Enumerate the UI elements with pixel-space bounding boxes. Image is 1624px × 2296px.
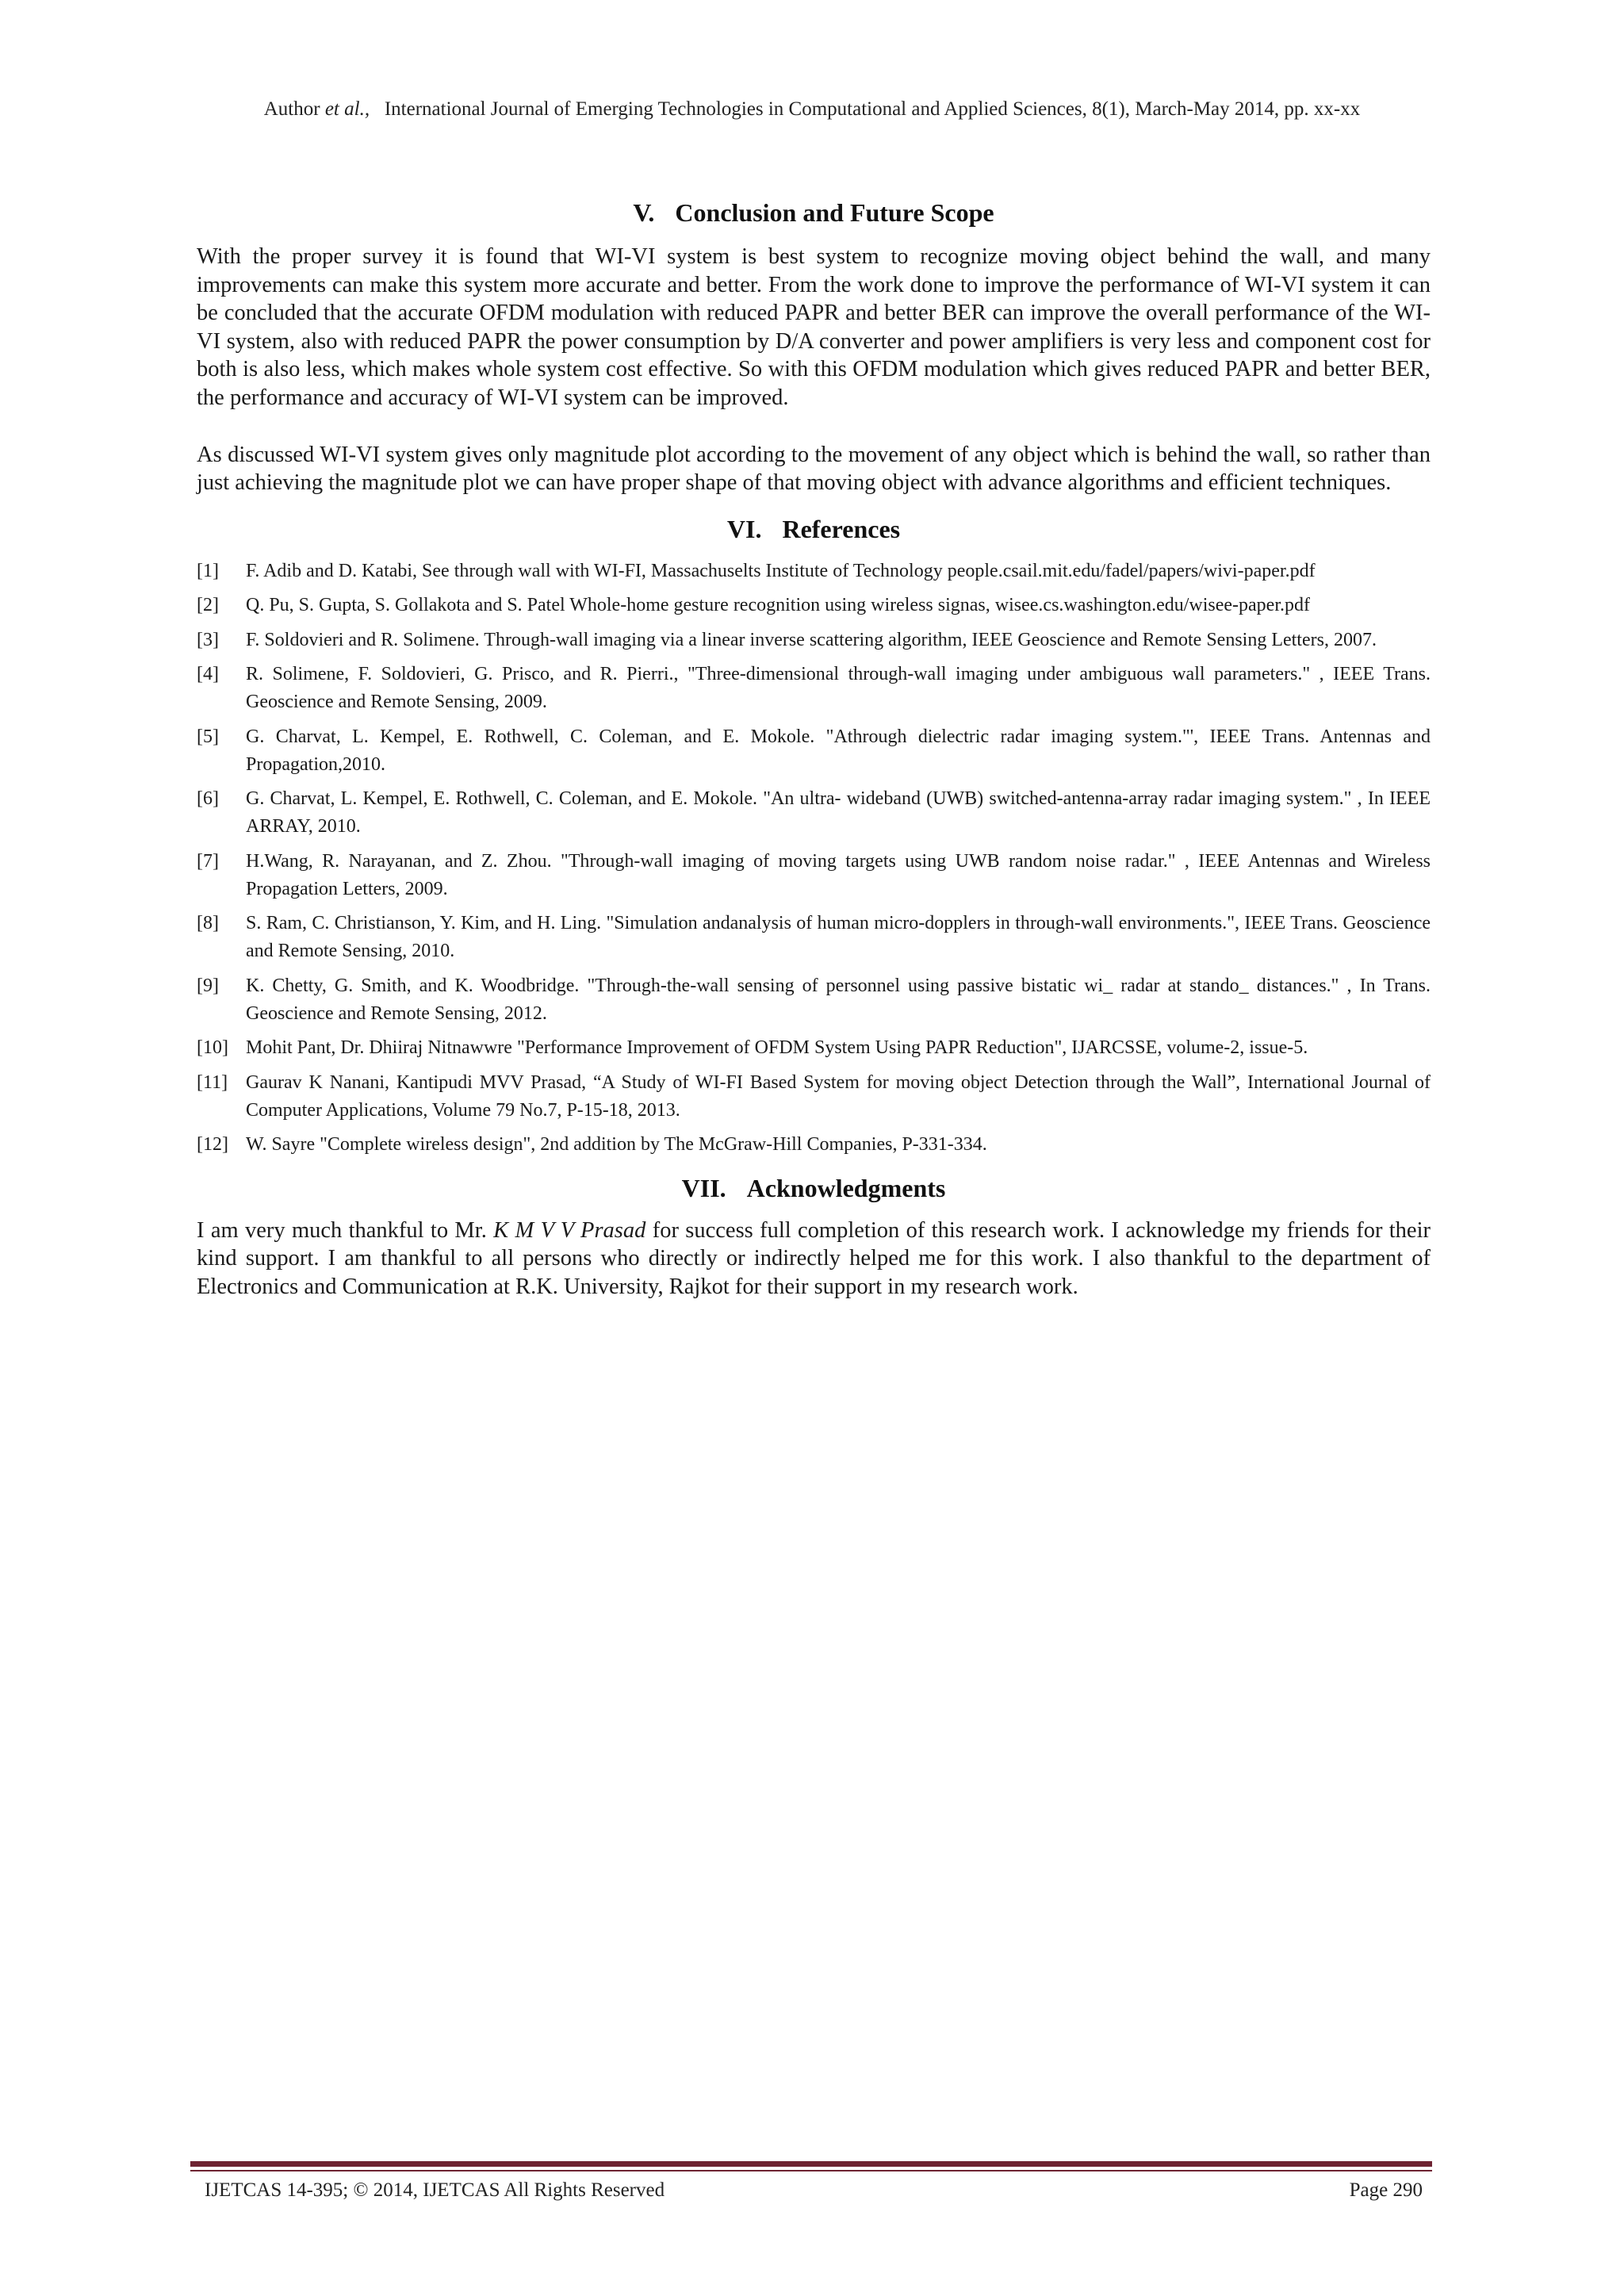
conclusion-title: Conclusion and Future Scope <box>675 198 994 227</box>
header-etal: et al., <box>324 98 370 120</box>
acknowledgments-heading <box>197 1171 1431 1205</box>
reference-number: [8] <box>197 913 219 934</box>
reference-number: [10] <box>197 1037 228 1059</box>
reference-text: Mohit Pant, Dr. Dhiiraj Nitnawwre "Performance Improvement of OFDM System Using PAPR Reduction", IJARCSSE, volume-2, issue-5. <box>246 1037 1308 1059</box>
reference-text: Q. Pu, S. Gupta, S. Gollakota and S. Patel Whole-home gesture recognition using wireless signas, wisee.cs.washington.edu/wisee-paper.pdf <box>246 595 1310 616</box>
page-number: Page 290 <box>1349 2179 1423 2201</box>
reference-item <box>197 910 1431 965</box>
conclusion-number: V. <box>633 198 655 227</box>
reference-text: H.Wang, R. Narayanan, and Z. Zhou. "Through-wall imaging of moving targets using UWB random noise radar." , IEEE Antennas and Wireless Propagation Letters, 2009. <box>246 850 1431 899</box>
references-title: References <box>782 514 901 543</box>
reference-number: [6] <box>197 788 219 810</box>
reference-number: [3] <box>197 629 219 650</box>
conclusion-paragraph-2: As discussed WI-VI system gives only magnitude plot according to the movement of any object which is behind the wall, so rather than just achieving the magnitude plot we can have proper shape of that moving object with advance algorithms and efficient techniques. <box>197 442 1431 496</box>
reference-text: F. Soldovieri and R. Solimene. Through-wall imaging via a linear inverse scattering algorithm, IEEE Geoscience and Remote Sensing Letters, 2007. <box>246 629 1377 650</box>
reference-number: [12] <box>197 1134 228 1156</box>
header-author: Author <box>263 98 320 120</box>
acknowledgments-paragraph <box>197 1217 1431 1301</box>
acknowledgments-text-after: for success full completion of this research work. I acknowledge my friends for their kind support. I am thankful to all persons who directly or indirectly helped me for this work. I also thankful to the department of Electronics and Communication at R.K. University, Rajkot for their support in my research work. <box>197 1217 1431 1299</box>
reference-item <box>197 661 1431 716</box>
page-content <box>197 195 1431 1301</box>
reference-text: K. Chetty, G. Smith, and K. Woodbridge. "Through-the-wall sensing of personnel using passive bistatic wi_ radar at stando_ distances." , In Trans. Geoscience and Remote Sensing, 2012. <box>246 975 1431 1024</box>
reference-text: G. Charvat, L. Kempel, E. Rothwell, C. Coleman, and E. Mokole. "An ultra- wideband (UWB) switched-antenna-array radar imaging system." , In IEEE ARRAY, 2010. <box>246 788 1431 838</box>
conclusion-paragraph-1: With the proper survey it is found that WI-VI system is best system to recognize moving object behind the wall, and many improvements can make this system more accurate and better. From the work done to improve the performance of WI-VI system it can be concluded that the accurate OFDM modulation with reduced PAPR and better BER can improve the overall performance of the WI-VI system, also with reduced PAPR the power consumption by D/A converter and power amplifiers is very less and component cost for both is also less, which makes whole system cost effective. So with this OFDM modulation which gives reduced PAPR and better BER, the performance and accuracy of WI-VI system can be improved. <box>197 244 1431 410</box>
conclusion-heading <box>197 195 1431 230</box>
reference-text: W. Sayre "Complete wireless design", 2nd addition by The McGraw-Hill Companies, P-331-334. <box>246 1134 987 1156</box>
page-footer <box>205 2176 1423 2205</box>
running-header <box>0 95 1624 124</box>
reference-item <box>197 1034 1431 1062</box>
header-journal: International Journal of Emerging Technologies in Computational and Applied Sciences, 8(1), March-May 2014, pp. xx-xx <box>384 98 1361 120</box>
footer-rule-thin <box>190 2170 1432 2171</box>
reference-item <box>197 972 1431 1028</box>
references-heading <box>197 512 1431 546</box>
reference-number: [2] <box>197 595 219 616</box>
footer-rule-thick <box>190 2161 1432 2167</box>
reference-number: [9] <box>197 975 219 996</box>
reference-number: [1] <box>197 560 219 581</box>
acknowledgments-title: Acknowledgments <box>746 1173 946 1202</box>
reference-item <box>197 592 1431 619</box>
reference-number: [11] <box>197 1071 228 1093</box>
reference-text: R. Solimene, F. Soldovieri, G. Prisco, and R. Pierri., "Three-dimensional through-wall imaging under ambiguous wall parameters." , IEEE Trans. Geoscience and Remote Sensing, 2009. <box>246 664 1431 713</box>
reference-number: [4] <box>197 664 219 685</box>
acknowledgments-name: K M V V Prasad <box>493 1217 646 1243</box>
reference-item <box>197 848 1431 903</box>
acknowledgments-number: VII. <box>681 1173 726 1202</box>
reference-item <box>197 785 1431 841</box>
reference-item <box>197 627 1431 654</box>
acknowledgments-text-before: I am very much thankful to Mr. <box>197 1217 494 1243</box>
reference-list <box>197 558 1431 1159</box>
reference-item <box>197 558 1431 585</box>
reference-text: F. Adib and D. Katabi, See through wall with WI-FI, Massachuselts Institute of Technology people.csail.mit.edu/fadel/papers/wivi-paper.pdf <box>246 560 1316 581</box>
footer-copyright: IJETCAS 14-395; © 2014, IJETCAS All Rights Reserved <box>205 2179 665 2201</box>
reference-text: Gaurav K Nanani, Kantipudi MVV Prasad, “A Study of WI-FI Based System for moving object Detection through the Wall”, International Journal of Computer Applications, Volume 79 No.7, P-15-18, 2013. <box>246 1071 1431 1121</box>
reference-number: [5] <box>197 726 219 747</box>
reference-text: G. Charvat, L. Kempel, E. Rothwell, C. Coleman, and E. Mokole. "Athrough dielectric radar imaging system."', IEEE Trans. Antennas and Propagation,2010. <box>246 726 1431 775</box>
references-number: VI. <box>726 514 762 543</box>
reference-item <box>197 1131 1431 1159</box>
reference-item <box>197 723 1431 779</box>
reference-text: S. Ram, C. Christianson, Y. Kim, and H. Ling. "Simulation andanalysis of human micro-dopplers in through-wall environments.", IEEE Trans. Geoscience and Remote Sensing, 2010. <box>246 913 1431 962</box>
reference-item <box>197 1069 1431 1125</box>
reference-number: [7] <box>197 850 219 872</box>
